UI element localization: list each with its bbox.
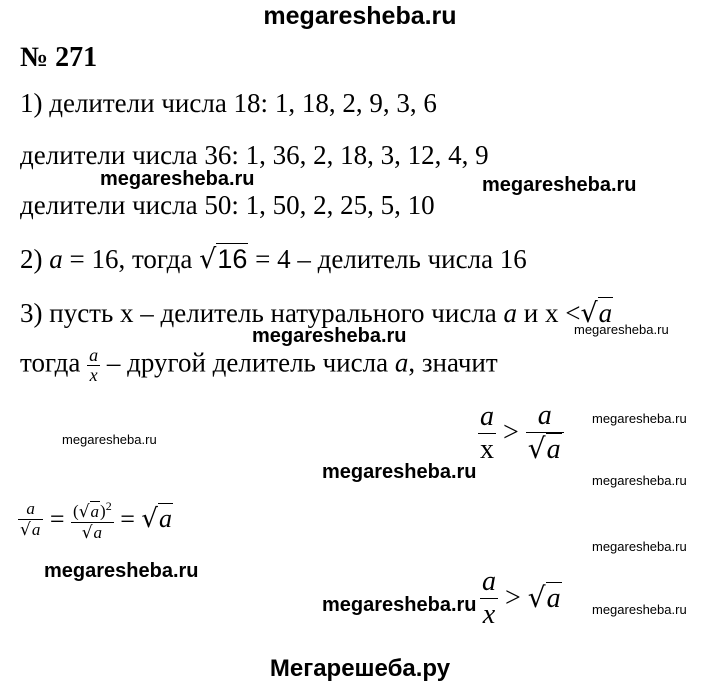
watermark: megaresheba.ru xyxy=(322,594,477,616)
watermark: megaresheba.ru xyxy=(252,325,407,347)
watermark: megaresheba.ru xyxy=(482,174,637,196)
part3-line2: тогда $\frac{a}{x}$ – другой делитель числа a, значит xyxy=(20,345,498,385)
site-header: megaresheba.ru xyxy=(263,2,457,30)
part3-line1: 3) пусть x – делитель натурального числа a и x <√a xyxy=(20,298,613,329)
inequality-2: $\frac{a}{x}$ > √a xyxy=(482,566,561,630)
site-footer: Мегарешеба.ру xyxy=(269,655,451,682)
part2-line: 2) a = 16, тогда √16 = 4 – делитель числа 16 xyxy=(20,244,527,275)
divisors-18-line: 1) делители числа 18: 1, 18, 2, 9, 3, 6 xyxy=(20,88,437,118)
problem-number: № 271 xyxy=(20,42,98,73)
equation: $\frac{a}{√a}$ = $\frac{(√a)^2}{√a}$ = √a xyxy=(20,498,172,543)
fraction-a-over-x: $\frac{a}{x}$ xyxy=(89,345,99,385)
watermark: megaresheba.ru xyxy=(322,461,477,483)
divisors-36-line: делители числа 36: 1, 36, 2, 18, 3, 12, 4, 9 xyxy=(20,140,489,170)
watermark: megaresheba.ru xyxy=(100,168,255,190)
watermark: megaresheba.ru xyxy=(62,432,157,447)
watermark: megaresheba.ru xyxy=(592,539,687,554)
divisors-50-line: делители числа 50: 1, 50, 2, 25, 5, 10 xyxy=(20,190,435,220)
watermark: megaresheba.ru xyxy=(574,322,669,337)
watermark: megaresheba.ru xyxy=(44,560,199,582)
inequality-1: $\frac{a}{x}$ > $\frac{a}{√a}$ xyxy=(478,400,564,466)
watermark: megaresheba.ru xyxy=(592,602,687,617)
sqrt-a: √a xyxy=(580,298,613,329)
sqrt-16: √16 xyxy=(199,244,248,275)
watermark: megaresheba.ru xyxy=(592,473,687,488)
watermark: megaresheba.ru xyxy=(592,411,687,426)
